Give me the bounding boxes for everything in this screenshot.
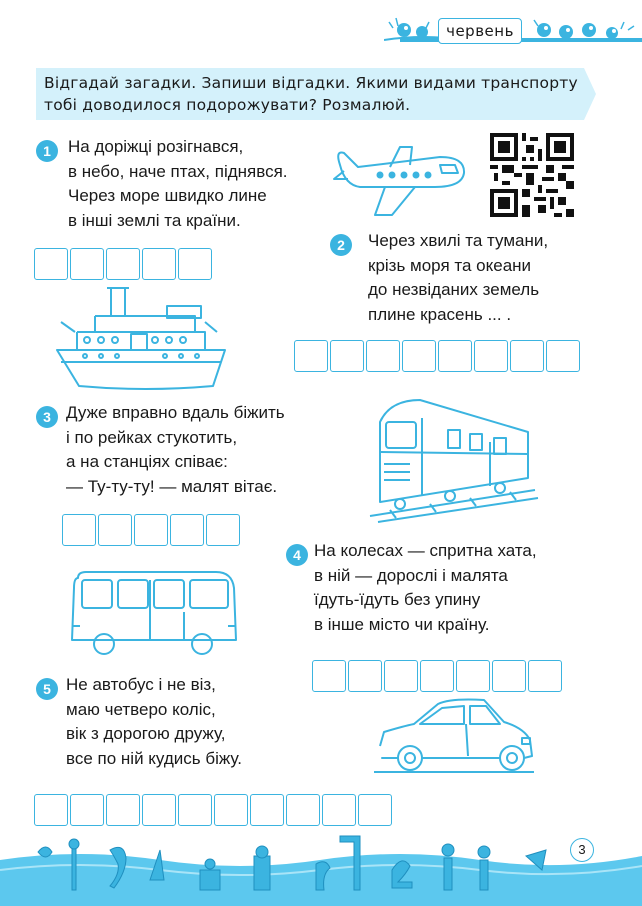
riddle-line: все по ній кудись біжу.: [66, 748, 242, 768]
riddle-line: Через хвилі та тумани,: [368, 231, 549, 250]
answer-box[interactable]: [528, 660, 562, 692]
riddle-line: і по рейках стукотить,: [66, 427, 238, 447]
answer-boxes-3: [62, 514, 240, 546]
riddle-5-text: [66, 673, 242, 771]
riddle-line: вік з дорогою дружу,: [66, 724, 226, 743]
answer-box[interactable]: [70, 248, 104, 280]
answer-boxes-2: [294, 340, 580, 372]
riddle-line: в ній — дорослі і малята: [314, 565, 508, 585]
riddle-line: в інше місто чи країну.: [314, 614, 490, 634]
answer-box[interactable]: [134, 514, 168, 546]
answer-box[interactable]: [474, 340, 508, 372]
riddle-line: Не автобус і не віз,: [66, 675, 216, 694]
answer-box[interactable]: [106, 248, 140, 280]
answer-box[interactable]: [420, 660, 454, 692]
answer-box[interactable]: [546, 340, 580, 372]
qr-code-icon: [490, 133, 574, 217]
car-icon: [374, 696, 534, 778]
train-icon: [370, 392, 540, 522]
answer-box[interactable]: [330, 340, 364, 372]
riddle-line: а на станціях співає:: [66, 452, 228, 471]
answer-boxes-1: [34, 248, 212, 280]
answer-box[interactable]: [510, 340, 544, 372]
riddle-line: Дуже вправно вдаль біжить: [66, 403, 285, 422]
answer-box[interactable]: [348, 660, 382, 692]
riddle-line: — Ту-ту-ту! — малят вітає.: [66, 476, 278, 496]
riddle-number: 5: [36, 678, 58, 700]
riddle-3-text: [66, 401, 285, 499]
riddle-line: Через море швидко лине: [68, 186, 267, 205]
riddle-line: маю четверо коліс,: [66, 699, 216, 719]
answer-box[interactable]: [98, 514, 132, 546]
answer-box[interactable]: [402, 340, 436, 372]
riddle-number: 1: [36, 140, 58, 162]
answer-box[interactable]: [294, 340, 328, 372]
answer-box[interactable]: [366, 340, 400, 372]
riddle-line: їдуть-їдуть без упину: [314, 590, 481, 609]
answer-box[interactable]: [438, 340, 472, 372]
riddle-number: 3: [36, 406, 58, 428]
riddle-line: На колесах — спритна хата,: [314, 541, 537, 560]
airplane-icon: [330, 135, 470, 220]
bus-icon: [68, 568, 240, 660]
riddle-line: до незвіданих земель: [368, 280, 540, 299]
riddle-4-text: [314, 539, 537, 637]
answer-box[interactable]: [492, 660, 526, 692]
answer-box[interactable]: [142, 248, 176, 280]
riddle-1-text: [68, 135, 288, 233]
ship-icon: [55, 282, 235, 394]
riddle-line: в інші землі та країни.: [68, 210, 241, 230]
answer-box[interactable]: [34, 248, 68, 280]
answer-box[interactable]: [170, 514, 204, 546]
page-number: 3: [570, 838, 594, 862]
riddle-line: в небо, наче птах, піднявся.: [68, 161, 288, 181]
riddle-number: 2: [330, 234, 352, 256]
answer-box[interactable]: [456, 660, 490, 692]
riddle-line: плине красень ... .: [368, 304, 512, 324]
month-label: червень: [438, 18, 522, 44]
answer-box[interactable]: [178, 248, 212, 280]
instruction-banner: [36, 68, 596, 120]
riddle-line: крізь моря та океани: [368, 255, 532, 275]
instruction-text: Відгадай загадки. Запиши відгадки. Якими видами транспорту тобі доводилося подорожувати? Розмалюй.: [44, 74, 578, 114]
answer-box[interactable]: [384, 660, 418, 692]
riddle-line: На доріжці розігнався,: [68, 137, 244, 156]
numbers-decoration-icon: [30, 830, 570, 896]
riddle-2-text: [368, 229, 548, 327]
answer-box[interactable]: [206, 514, 240, 546]
answer-box[interactable]: [62, 514, 96, 546]
answer-box[interactable]: [312, 660, 346, 692]
riddle-number: 4: [286, 544, 308, 566]
answer-boxes-4: [312, 660, 562, 692]
